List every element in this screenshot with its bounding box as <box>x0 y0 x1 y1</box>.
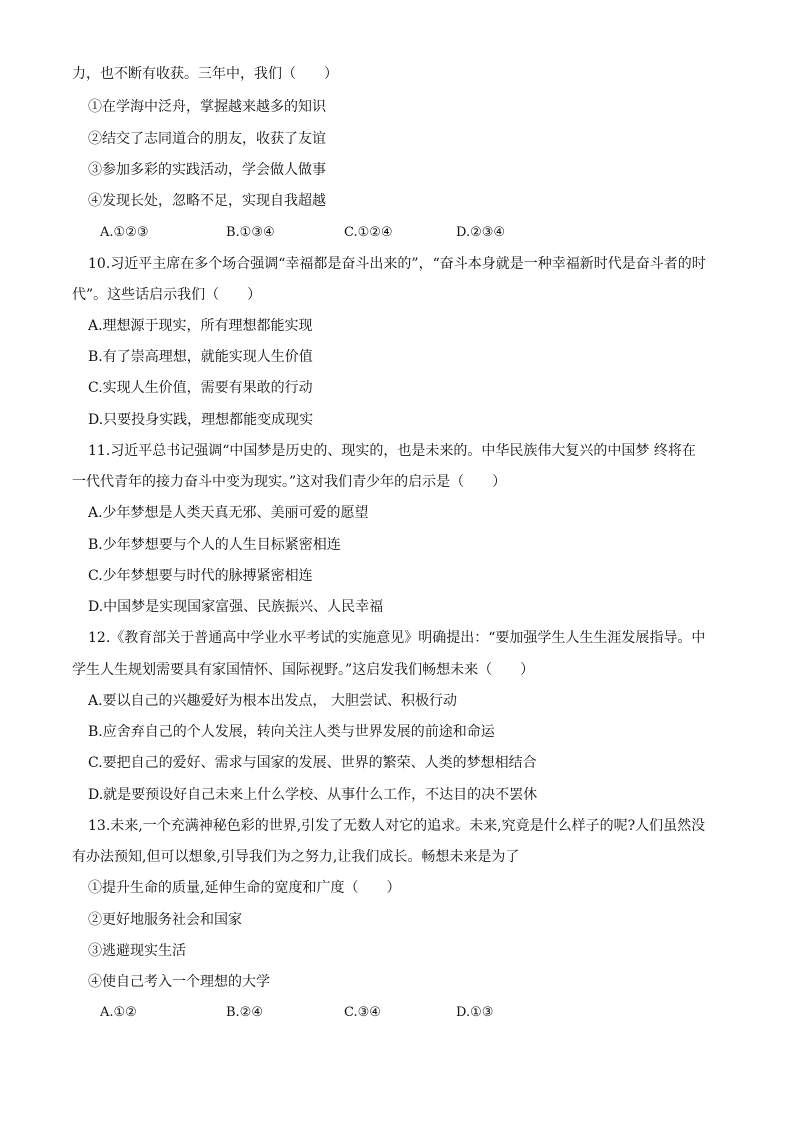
q13-item-3: ③逃避现实生活 <box>88 943 186 959</box>
q11-option-c[interactable]: C.少年梦想要与时代的脉搏紧密相连 <box>88 568 313 584</box>
q13-stem-line1: 13.未来,一个充满神秘色彩的世界,引发了无数人对它的追求。未来,究竟是什么样子的呢?人们虽然没 <box>88 818 706 834</box>
q9-item-4: ④发现长处，忽略不足，实现自我超越 <box>88 193 326 209</box>
q9-option-c[interactable]: C.①②④ <box>344 225 393 240</box>
q9-option-a[interactable]: A.①②③ <box>100 225 149 240</box>
q12-stem-line2: 学生人生规划需要具有家国情怀、国际视野。”这启发我们畅想未来（ ） <box>72 662 535 678</box>
q11-option-b[interactable]: B.少年梦想要与个人的人生目标紧密相连 <box>88 537 341 553</box>
q10-option-d[interactable]: D.只要投身实践，理想都能变成现实 <box>88 412 314 428</box>
q10-stem-line2: 代”。这些话启示我们（ ） <box>72 287 262 303</box>
q9-item-2: ②结交了志同道合的朋友，收获了友谊 <box>88 131 326 147</box>
q11-stem-line2: 一代代青年的接力奋斗中变为现实。”这对我们青少年的启示是（ ） <box>72 474 507 490</box>
q13-item-4: ④使自己考入一个理想的大学 <box>88 974 270 990</box>
q11-option-d[interactable]: D.中国梦是实现国家富强、民族振兴、人民幸福 <box>88 599 384 615</box>
q13-item-2: ②更好地服务社会和国家 <box>88 912 242 928</box>
q12-option-b[interactable]: B.应舍弃自己的个人发展，转向关注人类与世界发展的前途和命运 <box>88 724 495 740</box>
q9-stem-continuation: 力，也不断有收获。三年中，我们（ ） <box>72 66 338 82</box>
q10-option-b[interactable]: B.有了崇高理想，就能实现人生价值 <box>88 349 313 365</box>
q13-option-a[interactable]: A.①② <box>100 1005 137 1020</box>
q12-option-a[interactable]: A.要以自己的兴趣爱好为根本出发点， 大胆尝试、积极行动 <box>88 693 458 709</box>
q11-stem-line1: 11.习近平总书记强调“中国梦是历史的、现实的，也是未来的。中华民族伟大复兴的中国梦 终将在 <box>88 443 696 459</box>
q13-item-1: ①提升生命的质量,延伸生命的宽度和广度（ ） <box>88 880 401 896</box>
q13-option-d[interactable]: D.①③ <box>456 1005 494 1020</box>
q9-option-b[interactable]: B.①③④ <box>226 225 275 240</box>
q10-option-c[interactable]: C.实现人生价值，需要有果敢的行动 <box>88 380 313 396</box>
q13-stem-line2: 有办法预知,但可以想象,引导我们为之努力,让我们成长。畅想未来是为了 <box>72 849 520 865</box>
q10-option-a[interactable]: A.理想源于现实，所有理想都能实现 <box>88 318 313 334</box>
q12-option-d[interactable]: D.就是要预设好自己未来上什么学校、从事什么工作，不达目的决不罢休 <box>88 787 538 803</box>
q13-option-c[interactable]: C.③④ <box>344 1005 381 1020</box>
q9-item-3: ③参加多彩的实践活动，学会做人做事 <box>88 162 326 178</box>
q12-option-c[interactable]: C.要把自己的爱好、需求与国家的发展、世界的繁荣、人类的梦想相结合 <box>88 755 537 771</box>
q9-item-1: ①在学海中泛舟，掌握越来越多的知识 <box>88 99 326 115</box>
q10-stem-line1: 10.习近平主席在多个场合强调“幸福都是奋斗出来的”，“奋斗本身就是一种幸福新时代是奋斗者的时 <box>88 256 706 272</box>
q9-option-d[interactable]: D.②③④ <box>456 225 506 240</box>
q13-option-b[interactable]: B.②④ <box>226 1005 263 1020</box>
q12-stem-line1: 12.《教育部关于普通高中学业水平考试的实施意见》明确提出：“要加强学生人生生涯发展指导。中 <box>88 630 706 646</box>
q11-option-a[interactable]: A.少年梦想是人类天真无邪、美丽可爱的愿望 <box>88 505 369 521</box>
